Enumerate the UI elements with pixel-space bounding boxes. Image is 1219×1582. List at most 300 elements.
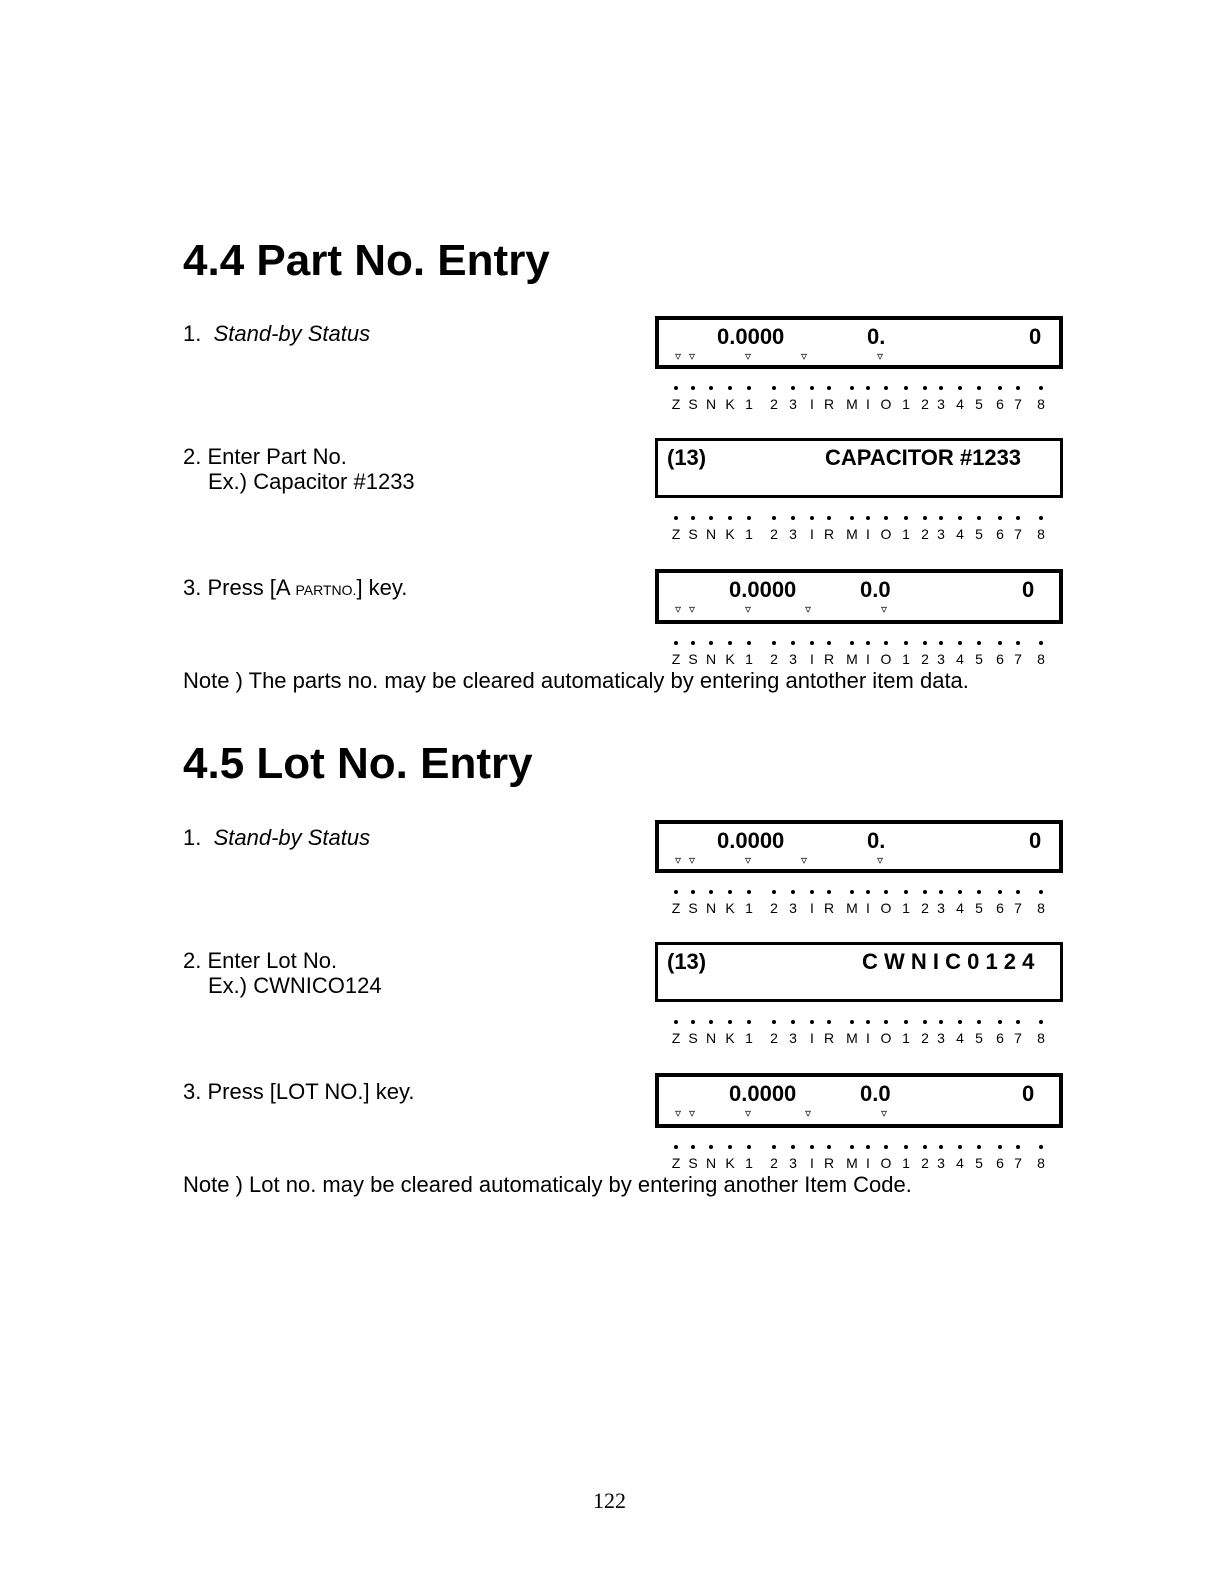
annunciator-dot bbox=[958, 516, 962, 520]
annunciator-dot bbox=[923, 641, 927, 645]
annunciator-label: K bbox=[725, 526, 735, 542]
annunciator-label: 7 bbox=[1014, 900, 1022, 916]
annunciator-label: 8 bbox=[1037, 900, 1045, 916]
triangle-marker: ▿ bbox=[881, 602, 888, 616]
annunciator-label: 3 bbox=[789, 900, 797, 916]
annunciator-label: 2 bbox=[921, 526, 929, 542]
display-part-no-entry bbox=[655, 438, 1063, 498]
step-number: 1. bbox=[183, 321, 202, 346]
annunciator-dot bbox=[747, 1020, 751, 1024]
annunciator-label: 1 bbox=[745, 1030, 753, 1046]
annunciator-label: I bbox=[810, 526, 814, 542]
annunciator-dot bbox=[1039, 1020, 1043, 1024]
annunciator-label: 4 bbox=[956, 1155, 964, 1171]
annunciator-dot bbox=[866, 1145, 870, 1149]
triangle-marker: ▿ bbox=[675, 853, 682, 867]
annunciator-dot bbox=[998, 516, 1002, 520]
annunciator-dot bbox=[791, 890, 795, 894]
annunciator-dot bbox=[866, 516, 870, 520]
annunciator-label: 3 bbox=[937, 1155, 945, 1171]
annunciator-dot bbox=[1039, 641, 1043, 645]
step-1-standby-45 bbox=[183, 825, 370, 850]
annunciator-dot bbox=[810, 386, 814, 390]
annunciator-dot bbox=[998, 1020, 1002, 1024]
annunciator-dot bbox=[728, 641, 732, 645]
annunciator-label: N bbox=[705, 526, 717, 542]
annunciator-label: 1 bbox=[902, 1155, 910, 1171]
annunciator-label: R bbox=[823, 1155, 835, 1171]
annunciator-label: I bbox=[810, 1030, 814, 1046]
annunciator-label: 1 bbox=[902, 526, 910, 542]
annunciator-dot bbox=[691, 890, 695, 894]
annunciator-dot bbox=[728, 516, 732, 520]
annunciator-dot bbox=[728, 890, 732, 894]
annunciator-label: Z bbox=[671, 396, 681, 412]
annunciator-dot bbox=[866, 1020, 870, 1024]
annunciator-label: R bbox=[823, 526, 835, 542]
annunciator-dot bbox=[810, 890, 814, 894]
key-label: PARTNO. bbox=[295, 582, 357, 598]
triangle-marker: ▿ bbox=[745, 853, 752, 867]
annunciator-dot bbox=[674, 386, 678, 390]
annunciator-label: 2 bbox=[770, 526, 778, 542]
annunciator-label: 7 bbox=[1014, 1030, 1022, 1046]
page-number: 122 bbox=[593, 1488, 626, 1513]
annunciator-label: 5 bbox=[975, 1030, 983, 1046]
step-label: Stand-by Status bbox=[213, 321, 371, 346]
annunciator-label: I bbox=[866, 526, 870, 542]
annunciator-dot bbox=[923, 516, 927, 520]
display-weight: 0.0000 bbox=[729, 577, 797, 602]
annunciator-dot bbox=[709, 641, 713, 645]
annunciator-label: I bbox=[810, 1155, 814, 1171]
annunciator-label: Z bbox=[671, 651, 681, 667]
annunciator-dot bbox=[850, 516, 854, 520]
display-after-key-44 bbox=[655, 569, 1063, 624]
annunciator-dot bbox=[884, 641, 888, 645]
annunciator-label: O bbox=[880, 396, 892, 412]
display-unit-weight: 0. bbox=[867, 324, 886, 349]
annunciator-label: 1 bbox=[745, 526, 753, 542]
annunciator-label: 1 bbox=[745, 396, 753, 412]
annunciator-dot bbox=[958, 890, 962, 894]
annunciator-dot bbox=[1016, 641, 1020, 645]
annunciator-dot bbox=[791, 1020, 795, 1024]
annunciator-dot bbox=[827, 890, 831, 894]
annunciator-label: I bbox=[866, 1030, 870, 1046]
annunciator-dot bbox=[1016, 1145, 1020, 1149]
annunciator-dot bbox=[691, 386, 695, 390]
annunciator-dot bbox=[939, 386, 943, 390]
annunciator-dot bbox=[904, 890, 908, 894]
annunciator-label: 2 bbox=[770, 1030, 778, 1046]
annunciator-label: M bbox=[846, 396, 858, 412]
annunciator-label: 1 bbox=[902, 900, 910, 916]
annunciator-label: 4 bbox=[956, 651, 964, 667]
annunciator-label: S bbox=[688, 396, 698, 412]
annunciator-dot bbox=[674, 1145, 678, 1149]
annunciator-label: 5 bbox=[975, 900, 983, 916]
annunciator-label: 3 bbox=[789, 526, 797, 542]
annunciator-label: S bbox=[688, 526, 698, 542]
annunciator-label: N bbox=[705, 1155, 717, 1171]
annunciator-dot bbox=[958, 641, 962, 645]
annunciator-label: 7 bbox=[1014, 396, 1022, 412]
annunciator-label: 6 bbox=[996, 526, 1004, 542]
display-unit-weight: 0.0 bbox=[860, 1081, 891, 1106]
step-2-enter-lot-no bbox=[183, 948, 382, 998]
annunciator-dot bbox=[977, 516, 981, 520]
annunciator-dot bbox=[709, 386, 713, 390]
step-text: 2. Enter Lot No. bbox=[183, 948, 338, 973]
annunciator-label: K bbox=[725, 1030, 735, 1046]
annunciator-dot bbox=[709, 1145, 713, 1149]
annunciator-label: O bbox=[880, 526, 892, 542]
annunciator-label: 6 bbox=[996, 1155, 1004, 1171]
annunciator-dot bbox=[747, 890, 751, 894]
annunciator-label: K bbox=[725, 900, 735, 916]
annunciator-label: N bbox=[705, 1030, 717, 1046]
annunciator-dot bbox=[827, 1145, 831, 1149]
annunciator-label: 2 bbox=[921, 396, 929, 412]
annunciator-dot bbox=[904, 1020, 908, 1024]
annunciator-dot bbox=[1039, 516, 1043, 520]
annunciator-label: 6 bbox=[996, 651, 1004, 667]
annunciator-label: 1 bbox=[745, 1155, 753, 1171]
section-title-4-5: 4.5 Lot No. Entry bbox=[183, 739, 533, 788]
display-after-key-45 bbox=[655, 1073, 1063, 1128]
triangle-marker: ▿ bbox=[689, 349, 696, 363]
annunciator-label: O bbox=[880, 900, 892, 916]
step-example: Ex.) CWNICO124 bbox=[208, 973, 382, 998]
annunciator-label: S bbox=[688, 1155, 698, 1171]
annunciator-dot bbox=[810, 1145, 814, 1149]
annunciator-label: I bbox=[810, 651, 814, 667]
annunciator-dot bbox=[939, 1145, 943, 1149]
annunciator-label: M bbox=[846, 651, 858, 667]
annunciator-label: 3 bbox=[789, 651, 797, 667]
annunciator-label: 3 bbox=[937, 900, 945, 916]
triangle-marker: ▿ bbox=[801, 349, 808, 363]
annunciator-label: 2 bbox=[921, 1155, 929, 1171]
annunciator-dot bbox=[674, 516, 678, 520]
annunciator-label: N bbox=[705, 396, 717, 412]
annunciator-dot bbox=[691, 1145, 695, 1149]
annunciator-label: 2 bbox=[921, 900, 929, 916]
annunciator-dot bbox=[977, 641, 981, 645]
annunciator-dot bbox=[977, 386, 981, 390]
annunciator-dot bbox=[1016, 890, 1020, 894]
annunciator-label: N bbox=[705, 651, 717, 667]
annunciator-label: K bbox=[725, 651, 735, 667]
annunciator-dot bbox=[1039, 890, 1043, 894]
annunciator-label: 8 bbox=[1037, 396, 1045, 412]
annunciator-dot bbox=[850, 1145, 854, 1149]
step-number: 1. bbox=[183, 825, 202, 850]
annunciator-dot bbox=[827, 386, 831, 390]
annunciator-dot bbox=[958, 1145, 962, 1149]
annunciator-label: R bbox=[823, 900, 835, 916]
annunciator-label: 2 bbox=[770, 1155, 778, 1171]
annunciator-label: O bbox=[880, 1155, 892, 1171]
annunciator-label: S bbox=[688, 900, 698, 916]
annunciator-dot bbox=[884, 516, 888, 520]
annunciator-label: 1 bbox=[745, 651, 753, 667]
annunciator-label: 4 bbox=[956, 526, 964, 542]
display-code: (13) bbox=[667, 949, 707, 974]
annunciator-label: I bbox=[866, 1155, 870, 1171]
annunciator-dot bbox=[772, 516, 776, 520]
annunciator-dot bbox=[977, 1145, 981, 1149]
annunciator-dot bbox=[884, 386, 888, 390]
annunciator-label: 4 bbox=[956, 1030, 964, 1046]
annunciator-dot bbox=[904, 641, 908, 645]
annunciator-label: 3 bbox=[789, 396, 797, 412]
annunciator-label: 3 bbox=[789, 1030, 797, 1046]
triangle-marker: ▿ bbox=[805, 602, 812, 616]
annunciator-label: Z bbox=[671, 1030, 681, 1046]
annunciator-dot bbox=[850, 641, 854, 645]
display-weight: 0.0000 bbox=[717, 828, 785, 853]
annunciator-dot bbox=[827, 516, 831, 520]
annunciator-label: 8 bbox=[1037, 1155, 1045, 1171]
annunciator-label: 8 bbox=[1037, 651, 1045, 667]
annunciator-label: 5 bbox=[975, 1155, 983, 1171]
display-count: 0 bbox=[1029, 828, 1042, 853]
annunciator-dot bbox=[674, 1020, 678, 1024]
annunciator-dot bbox=[939, 890, 943, 894]
annunciator-dot bbox=[850, 1020, 854, 1024]
triangle-marker: ▿ bbox=[745, 349, 752, 363]
annunciator-dot bbox=[674, 641, 678, 645]
annunciator-dot bbox=[884, 1020, 888, 1024]
note-44: Note ) The parts no. may be cleared automaticaly by entering antother item data. bbox=[183, 668, 969, 693]
annunciator-dot bbox=[923, 1145, 927, 1149]
annunciator-dot bbox=[772, 1020, 776, 1024]
annunciator-label: M bbox=[846, 900, 858, 916]
annunciator-dot bbox=[998, 1145, 1002, 1149]
triangle-marker: ▿ bbox=[675, 602, 682, 616]
display-standby-45 bbox=[655, 820, 1063, 873]
display-entered-text: CAPACITOR #1233 bbox=[825, 445, 1022, 470]
annunciator-label: 2 bbox=[921, 1030, 929, 1046]
annunciator-dot bbox=[791, 641, 795, 645]
annunciator-label: I bbox=[866, 396, 870, 412]
annunciator-label: 3 bbox=[789, 1155, 797, 1171]
annunciator-dot bbox=[866, 890, 870, 894]
annunciator-dot bbox=[998, 641, 1002, 645]
section-title-4-4: 4.4 Part No. Entry bbox=[183, 236, 550, 285]
step-text: 2. Enter Part No. bbox=[183, 444, 347, 469]
annunciator-label: 3 bbox=[937, 1030, 945, 1046]
annunciator-dot bbox=[728, 1020, 732, 1024]
step-3-press-key-45 bbox=[183, 1079, 414, 1104]
annunciator-label: R bbox=[823, 1030, 835, 1046]
note-45: Note ) Lot no. may be cleared automaticaly by entering another Item Code. bbox=[183, 1172, 912, 1197]
annunciator-label: 5 bbox=[975, 526, 983, 542]
annunciator-dot bbox=[691, 516, 695, 520]
annunciator-label: 6 bbox=[996, 396, 1004, 412]
annunciator-dot bbox=[850, 890, 854, 894]
annunciator-label: I bbox=[810, 396, 814, 412]
annunciator-dot bbox=[884, 890, 888, 894]
display-count: 0 bbox=[1022, 577, 1035, 602]
triangle-marker: ▿ bbox=[689, 853, 696, 867]
annunciator-dot bbox=[977, 1020, 981, 1024]
triangle-marker: ▿ bbox=[877, 349, 884, 363]
annunciator-dot bbox=[772, 386, 776, 390]
annunciator-dot bbox=[850, 386, 854, 390]
triangle-marker: ▿ bbox=[801, 853, 808, 867]
annunciator-dot bbox=[998, 386, 1002, 390]
annunciator-label: 6 bbox=[996, 900, 1004, 916]
triangle-marker: ▿ bbox=[675, 349, 682, 363]
annunciator-label: 3 bbox=[937, 396, 945, 412]
annunciator-dot bbox=[791, 1145, 795, 1149]
annunciator-label: Z bbox=[671, 526, 681, 542]
display-unit-weight: 0. bbox=[867, 828, 886, 853]
step-text: 3. Press [LOT NO.] key. bbox=[183, 1079, 415, 1104]
annunciator-dot bbox=[1039, 1145, 1043, 1149]
annunciator-label: 1 bbox=[902, 1030, 910, 1046]
display-unit-weight: 0.0 bbox=[860, 577, 891, 602]
triangle-marker: ▿ bbox=[689, 1106, 696, 1120]
step-label: Stand-by Status bbox=[213, 825, 371, 850]
annunciator-label: S bbox=[688, 1030, 698, 1046]
annunciator-label: 3 bbox=[937, 651, 945, 667]
annunciator-label: 1 bbox=[902, 651, 910, 667]
annunciator-dot bbox=[709, 1020, 713, 1024]
annunciator-label: Z bbox=[671, 900, 681, 916]
annunciator-label: S bbox=[688, 651, 698, 667]
annunciator-label: 2 bbox=[770, 396, 778, 412]
annunciator-dot bbox=[923, 890, 927, 894]
annunciator-dot bbox=[691, 1020, 695, 1024]
annunciator-dot bbox=[866, 641, 870, 645]
annunciator-label: I bbox=[810, 900, 814, 916]
annunciator-dot bbox=[747, 1145, 751, 1149]
annunciator-label: 3 bbox=[937, 526, 945, 542]
annunciator-dot bbox=[691, 641, 695, 645]
annunciator-label: 7 bbox=[1014, 651, 1022, 667]
annunciator-dot bbox=[772, 890, 776, 894]
annunciator-dot bbox=[884, 1145, 888, 1149]
annunciator-dot bbox=[728, 386, 732, 390]
step-example: Ex.) Capacitor #1233 bbox=[208, 469, 415, 494]
annunciator-dot bbox=[827, 641, 831, 645]
triangle-marker: ▿ bbox=[877, 853, 884, 867]
annunciator-dot bbox=[958, 386, 962, 390]
annunciator-label: I bbox=[866, 651, 870, 667]
annunciator-label: O bbox=[880, 1030, 892, 1046]
annunciator-dot bbox=[791, 516, 795, 520]
annunciator-dot bbox=[772, 641, 776, 645]
annunciator-dot bbox=[810, 516, 814, 520]
display-count: 0 bbox=[1022, 1081, 1035, 1106]
annunciator-dot bbox=[939, 1020, 943, 1024]
annunciator-label: 6 bbox=[996, 1030, 1004, 1046]
annunciator-label: N bbox=[705, 900, 717, 916]
annunciator-dot bbox=[1016, 1020, 1020, 1024]
display-weight: 0.0000 bbox=[717, 324, 785, 349]
annunciator-dot bbox=[923, 1020, 927, 1024]
step-text-post: ] key. bbox=[356, 575, 408, 600]
annunciator-row bbox=[664, 890, 1044, 924]
annunciator-label: O bbox=[880, 651, 892, 667]
annunciator-dot bbox=[810, 1020, 814, 1024]
annunciator-dot bbox=[939, 641, 943, 645]
annunciator-label: 2 bbox=[770, 900, 778, 916]
step-2-enter-part-no bbox=[183, 444, 415, 494]
annunciator-dot bbox=[866, 386, 870, 390]
display-code: (13) bbox=[667, 445, 707, 470]
annunciator-label: 7 bbox=[1014, 1155, 1022, 1171]
annunciator-label: 1 bbox=[902, 396, 910, 412]
annunciator-label: 2 bbox=[770, 651, 778, 667]
annunciator-label: Z bbox=[671, 1155, 681, 1171]
annunciator-label: I bbox=[866, 900, 870, 916]
annunciator-dot bbox=[709, 890, 713, 894]
triangle-marker: ▿ bbox=[689, 602, 696, 616]
annunciator-label: M bbox=[846, 1155, 858, 1171]
display-entered-text: C W N I C 0 1 2 4 bbox=[862, 949, 1035, 974]
step-3-press-key-44 bbox=[183, 575, 407, 603]
annunciator-dot bbox=[827, 1020, 831, 1024]
annunciator-dot bbox=[674, 890, 678, 894]
annunciator-label: 2 bbox=[921, 651, 929, 667]
annunciator-dot bbox=[747, 516, 751, 520]
annunciator-dot bbox=[747, 641, 751, 645]
triangle-marker: ▿ bbox=[745, 1106, 752, 1120]
annunciator-dot bbox=[904, 1145, 908, 1149]
annunciator-row bbox=[664, 516, 1044, 550]
step-1-standby-44 bbox=[183, 321, 370, 346]
annunciator-label: 4 bbox=[956, 396, 964, 412]
annunciator-row bbox=[664, 386, 1044, 420]
annunciator-dot bbox=[1016, 386, 1020, 390]
annunciator-dot bbox=[904, 516, 908, 520]
annunciator-dot bbox=[904, 386, 908, 390]
display-standby-44 bbox=[655, 316, 1063, 369]
annunciator-dot bbox=[1039, 386, 1043, 390]
triangle-marker: ▿ bbox=[745, 602, 752, 616]
step-text-pre: 3. Press [A bbox=[183, 575, 296, 600]
display-lot-no-entry bbox=[655, 942, 1063, 1002]
annunciator-dot bbox=[1016, 516, 1020, 520]
annunciator-label: 5 bbox=[975, 651, 983, 667]
triangle-marker: ▿ bbox=[675, 1106, 682, 1120]
annunciator-label: 1 bbox=[745, 900, 753, 916]
annunciator-label: K bbox=[725, 396, 735, 412]
annunciator-dot bbox=[998, 890, 1002, 894]
annunciator-dot bbox=[709, 516, 713, 520]
annunciator-dot bbox=[923, 386, 927, 390]
annunciator-label: 4 bbox=[956, 900, 964, 916]
triangle-marker: ▿ bbox=[805, 1106, 812, 1120]
annunciator-label: R bbox=[823, 651, 835, 667]
annunciator-label: M bbox=[846, 526, 858, 542]
annunciator-label: K bbox=[725, 1155, 735, 1171]
annunciator-dot bbox=[939, 516, 943, 520]
annunciator-label: 8 bbox=[1037, 1030, 1045, 1046]
display-count: 0 bbox=[1029, 324, 1042, 349]
annunciator-dot bbox=[958, 1020, 962, 1024]
annunciator-label: 5 bbox=[975, 396, 983, 412]
annunciator-row bbox=[664, 1020, 1044, 1054]
annunciator-dot bbox=[791, 386, 795, 390]
annunciator-dot bbox=[977, 890, 981, 894]
annunciator-dot bbox=[772, 1145, 776, 1149]
